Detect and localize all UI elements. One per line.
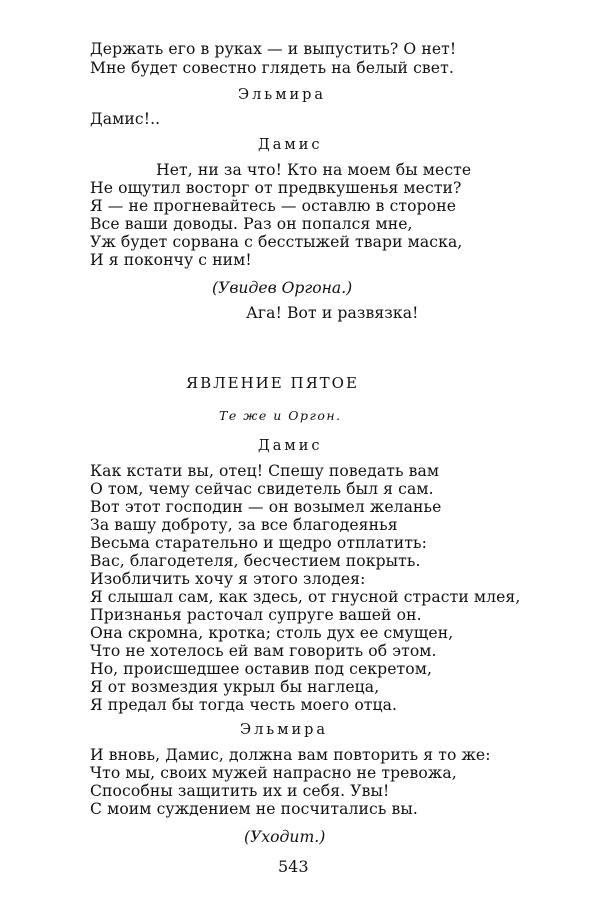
verse-line: Не ощутил восторг от предвкушенья мести? xyxy=(90,179,462,197)
verse-line: Ага! Вот и развязка! xyxy=(246,304,419,322)
verse-line: Дамис!.. xyxy=(90,110,161,128)
verse-line: Признанья расточал супруге вашей он. xyxy=(90,606,422,624)
verse-line: Держать его в руках — и выпустить? О нет! xyxy=(90,40,457,58)
verse-line: Вот этот господин — он возымел желанье xyxy=(90,498,442,516)
speaker-name: Эльмира xyxy=(240,722,329,738)
verse-line: И я покончу с ним! xyxy=(90,251,252,269)
stage-direction: (Уходит.) xyxy=(244,828,326,846)
verse-line: О том, чему сейчас свидетель был я сам. xyxy=(90,480,434,498)
verse-line: Весьма старательно и щедро отплатить: xyxy=(90,534,427,552)
verse-line: За вашу доброту, за все благодеянья xyxy=(90,516,398,534)
scene-heading: ЯВЛЕНИЕ ПЯТОЕ xyxy=(186,374,359,392)
verse-line: С моим суждением не посчитались вы. xyxy=(90,800,418,818)
verse-line: Что не хотелось ей вам говорить об этом. xyxy=(90,642,437,660)
verse-line: Уж будет сорвана с бесстыжей твари маска, xyxy=(90,233,463,251)
verse-line: Изобличить хочу я этого злодея: xyxy=(90,570,366,588)
verse-line: Что мы, своих мужей напрасно не тревожа, xyxy=(90,764,457,782)
verse-line: И вновь, Дамис, должна вам повторить я то же: xyxy=(90,746,491,764)
scene-characters: Те же и Оргон. xyxy=(219,408,342,423)
speaker-name: Дамис xyxy=(258,137,323,153)
verse-line: Я — не прогневайтесь — оставлю в стороне xyxy=(90,197,457,215)
verse-line: Вас, благодетеля, бесчестием покрыть. xyxy=(90,552,421,570)
verse-line: Я от возмездия укрыл бы наглеца, xyxy=(90,678,380,696)
speaker-name: Эльмира xyxy=(238,87,327,103)
verse-line: Мне будет совестно глядеть на белый свет. xyxy=(90,59,454,77)
verse-line: Способны защитить их и себя. Увы! xyxy=(90,782,390,800)
stage-direction: (Увидев Оргона.) xyxy=(212,279,353,297)
verse-line: Нет, ни за что! Кто на моем бы месте xyxy=(156,161,472,179)
verse-line: Все ваши доводы. Раз он попался мне, xyxy=(90,215,413,233)
verse-line: Я слышал сам, как здесь, от гнусной страсти млея, xyxy=(90,588,521,606)
verse-line: Я предал бы тогда честь моего отца. xyxy=(90,696,398,714)
verse-line: Но, происшедшее оставив под секретом, xyxy=(90,660,433,678)
page-number: 543 xyxy=(278,857,309,876)
verse-line: Как кстати вы, отец! Спешу поведать вам xyxy=(90,462,440,480)
speaker-name: Дамис xyxy=(258,438,323,454)
verse-line: Она скромна, кротка; столь дух ее смущен, xyxy=(90,624,454,642)
